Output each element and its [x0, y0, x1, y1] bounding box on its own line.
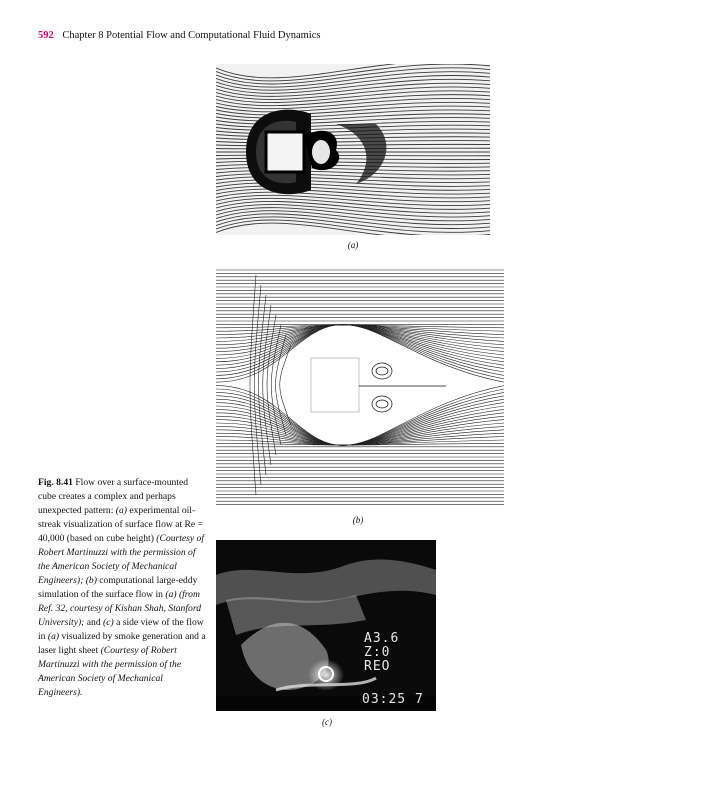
overlay-line-1: A3.6 [364, 631, 400, 646]
caption-credit: (Courtesy of Robert Martinuzzi with the permission of the American Society of Mechanical Engineers); [38, 533, 204, 586]
caption-text: experimental oil-streak visualization of surface flow at Re = 40,000 (based on cube height) [38, 505, 203, 544]
caption-credit: (Courtesy of Robert Martinuzzi with the permission of the American Society of Mechanical Engineers). [38, 645, 182, 698]
caption-ref: (a) [115, 505, 127, 516]
caption-figure-id: Fig. 8.41 [38, 477, 73, 488]
video-timecode: 03:25 7 [362, 692, 424, 707]
figure-a-label: (a) [347, 240, 359, 250]
figure-c-smoke-visualization [216, 540, 436, 711]
figure-b-label: (b) [352, 515, 364, 525]
caption-text: computational large-eddy simulation of the surface flow in [38, 575, 198, 600]
caption-text: and [84, 617, 104, 628]
figure-a-oil-streak-photo [216, 64, 490, 235]
caption-credit: (a) (from Ref. 32, courtesy of Kishan Shah, Stanford University); [38, 589, 201, 628]
caption-ref: (a) [47, 631, 60, 642]
running-title: Chapter 8 Potential Flow and Computational Fluid Dynamics [62, 30, 321, 41]
figure-c-label: (c) [322, 717, 332, 727]
caption-text: visualized by smoke generation and a laser light sheet [38, 631, 206, 656]
caption-ref: (c) [103, 617, 114, 628]
page-number: 592 [38, 30, 54, 41]
figure-caption [38, 476, 206, 700]
overlay-line-2: Z:0 [364, 645, 391, 660]
caption-ref: (b) [85, 575, 97, 586]
caption-text: Flow over a surface-mounted cube creates a complex and perhaps unexpected pattern: [38, 477, 189, 516]
figure-b-les-streamlines [216, 268, 504, 508]
video-overlay-readout [364, 632, 399, 674]
overlay-line-3: REO [364, 659, 391, 674]
caption-text: a side view of the flow in [38, 617, 204, 642]
running-header [38, 30, 320, 41]
